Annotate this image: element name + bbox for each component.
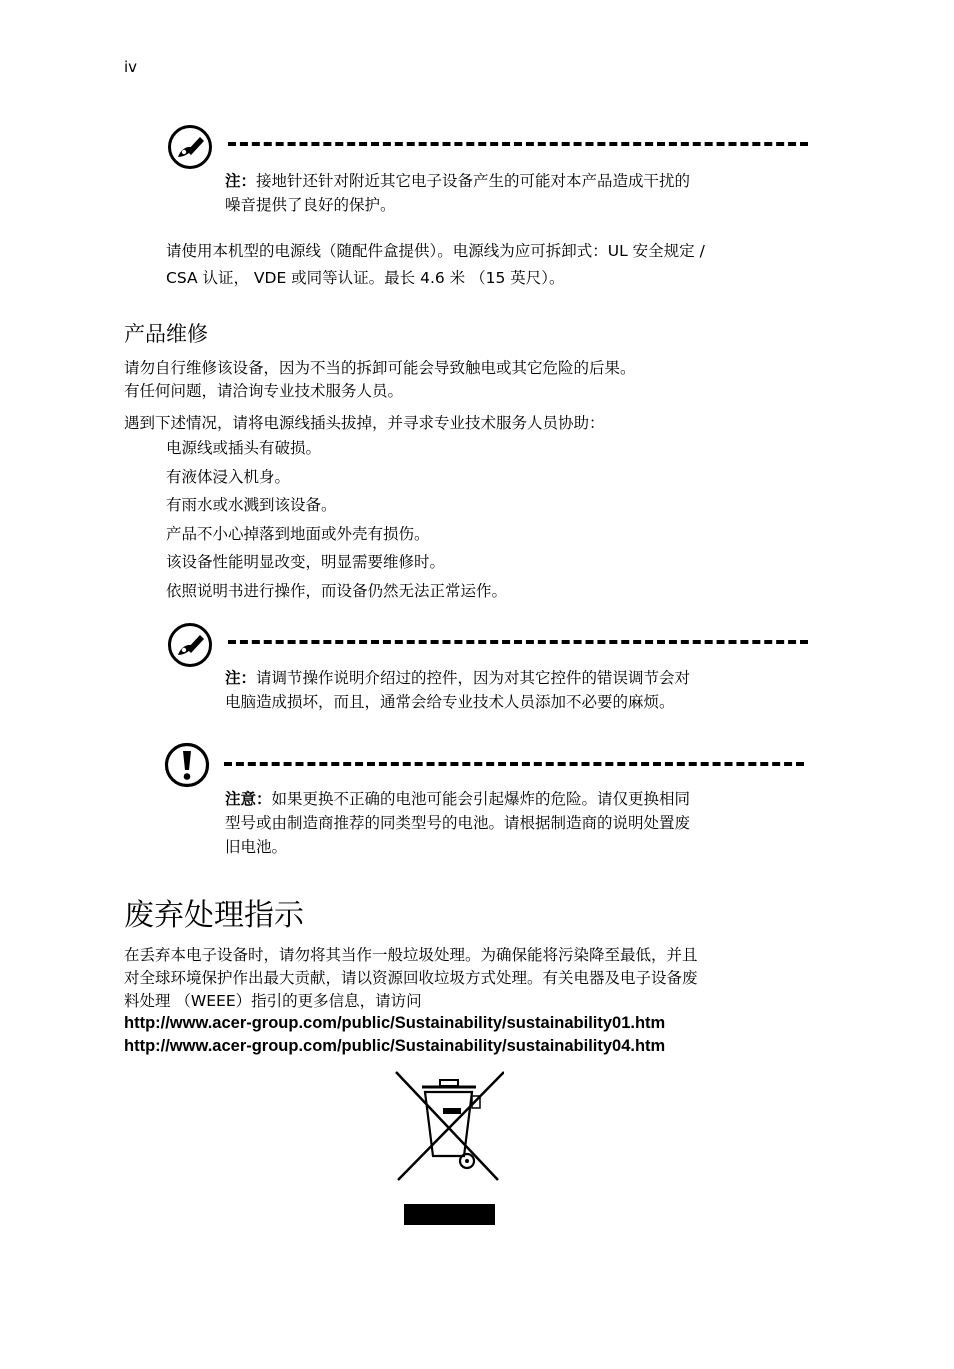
- service-conditions-intro: 遇到下述情况，请将电源线插头拔掉，并寻求专业技术服务人员协助：: [124, 414, 605, 432]
- sustainability-link[interactable]: http://www.acer-group.com/public/Sustainability/sustainability04.htm: [124, 1037, 666, 1055]
- note-label: 注：: [225, 172, 257, 190]
- note-pencil-icon: [167, 124, 213, 170]
- service-intro-line: 请勿自行维修该设备，因为不当的拆卸可能会导致触电或其它危险的后果。: [124, 359, 636, 377]
- note-line: 电脑造成损坏，而且，通常会给专业技术人员添加不必要的麻烦。: [225, 693, 675, 711]
- caution-line: 型号或由制造商推荐的同类型号的电池。请根据制造商的说明处置废: [225, 814, 691, 832]
- note-line: 噪音提供了良好的保护。: [225, 196, 396, 214]
- note-label: 注：: [225, 669, 257, 687]
- disposal-line: 对全球环境保护作出最大贡献，请以资源回收垃圾方式处理。有关电器及电子设备废: [124, 969, 698, 987]
- power-cord-line: 请使用本机型的电源线（随配件盒提供）。电源线为应可拆卸式：UL 安全规定 /: [166, 242, 705, 260]
- service-condition: 依照说明书进行操作，而设备仍然无法正常运作。: [166, 582, 508, 600]
- crossed-out-bin-icon: [392, 1068, 504, 1186]
- page-number: iv: [124, 58, 138, 76]
- note-controls: [225, 666, 690, 714]
- note-divider: [228, 640, 808, 644]
- caution-label: 注意：: [225, 790, 272, 808]
- note-line: 接地针还针对附近其它电子设备产生的可能对本产品造成干扰的: [256, 172, 691, 190]
- note-divider: [228, 142, 808, 146]
- service-condition: 产品不小心掉落到地面或外壳有损伤。: [166, 525, 430, 543]
- caution-divider: [224, 762, 804, 766]
- service-condition: 有雨水或水溅到该设备。: [166, 496, 337, 514]
- power-cord-line: CSA 认证， VDE 或同等认证。最长 4.6 米 （15 英尺）。: [166, 269, 565, 287]
- note-pencil-icon: [167, 622, 213, 668]
- disposal-line: 在丢弃本电子设备时，请勿将其当作一般垃圾处理。为确保能将污染降至最低，并且: [124, 946, 698, 964]
- weee-bar: [404, 1204, 495, 1225]
- service-condition: 该设备性能明显改变，明显需要维修时。: [166, 553, 446, 571]
- caution-battery: [225, 787, 690, 859]
- exclamation-icon: [164, 742, 210, 788]
- service-condition: 电源线或插头有破损。: [166, 439, 322, 457]
- service-intro-line: 有任何问题，请洽询专业技术服务人员。: [124, 382, 404, 400]
- disposal-line: 料处理 （WEEE）指引的更多信息，请访问: [124, 992, 422, 1010]
- section-heading-disposal: 废弃处理指示: [124, 898, 304, 933]
- service-condition: 有液体浸入机身。: [166, 468, 291, 486]
- caution-line: 如果更换不正确的电池可能会引起爆炸的危险。请仅更换相同: [271, 790, 691, 808]
- section-heading-service: 产品维修: [124, 322, 208, 346]
- note-line: 请调节操作说明介绍过的控件，因为对其它控件的错误调节会对: [256, 669, 691, 687]
- caution-line: 旧电池。: [225, 838, 288, 856]
- sustainability-link[interactable]: http://www.acer-group.com/public/Sustainability/sustainability01.htm: [124, 1014, 666, 1032]
- note-grounding: [225, 169, 690, 217]
